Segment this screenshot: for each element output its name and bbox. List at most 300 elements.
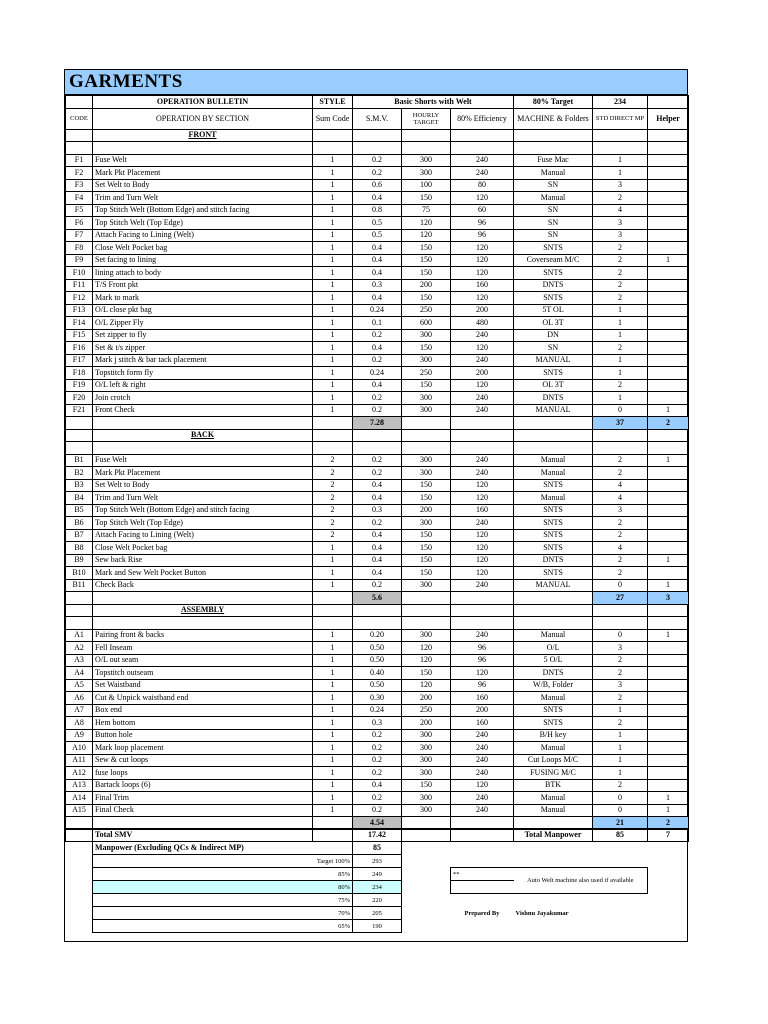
operation-row (66, 254, 689, 267)
hourly-target: 200 (402, 692, 451, 705)
cell (451, 604, 514, 617)
operation-row (66, 792, 689, 805)
hourly-target: 150 (402, 779, 451, 792)
cell (353, 617, 402, 630)
efficiency: 160 (451, 692, 514, 705)
op-name: T/S Front pkt (93, 279, 313, 292)
std-mp: 1 (593, 367, 648, 380)
op-name: Check Back (93, 579, 313, 592)
std-mp: 2 (593, 279, 648, 292)
std-mp: 2 (593, 654, 648, 667)
machine: OL 3T (514, 317, 593, 330)
cell (66, 604, 93, 617)
helper (648, 517, 689, 530)
cell (593, 129, 648, 142)
std-mp: 3 (593, 642, 648, 655)
op-name: Set facing to lining (93, 254, 313, 267)
smv: 0.2 (353, 454, 402, 467)
hourly-target: 300 (402, 454, 451, 467)
smv: 0.4 (353, 779, 402, 792)
total-smv-label: Total SMV (93, 829, 313, 842)
smv: 0.2 (353, 154, 402, 167)
machine: DNTS (514, 667, 593, 680)
helper (648, 379, 689, 392)
helper: 1 (648, 254, 689, 267)
op-name: Fuse Welt (93, 154, 313, 167)
efficiency: 240 (451, 767, 514, 780)
machine: OL 3T (514, 379, 593, 392)
sum-code: 1 (313, 342, 353, 355)
cell (402, 592, 451, 605)
hourly-target: 300 (402, 804, 451, 817)
helper (648, 329, 689, 342)
helper (648, 679, 689, 692)
hourly-target: 300 (402, 404, 451, 417)
sum-code: 1 (313, 292, 353, 305)
hourly-target: 150 (402, 542, 451, 555)
cell (648, 142, 689, 155)
sum-code: 1 (313, 729, 353, 742)
cell (451, 417, 514, 430)
cell (648, 129, 689, 142)
std-mp: 0 (593, 629, 648, 642)
helper (648, 279, 689, 292)
op-name: Final Trim (93, 792, 313, 805)
hourly-target: 300 (402, 354, 451, 367)
hourly-target: 300 (402, 517, 451, 530)
op-name: Sew & cut loops (93, 754, 313, 767)
helper (648, 742, 689, 755)
section-title: BACK (93, 429, 313, 442)
op-code: A14 (66, 792, 93, 805)
cell (66, 129, 93, 142)
header-row-2 (66, 108, 689, 129)
op-code: A6 (66, 692, 93, 705)
std-mp: 2 (593, 292, 648, 305)
cell (353, 442, 402, 455)
op-code: F12 (66, 292, 93, 305)
cell (402, 617, 451, 630)
efficiency: 240 (451, 392, 514, 405)
operation-row (66, 729, 689, 742)
operation-row (66, 679, 689, 692)
cell (402, 417, 451, 430)
op-code: B3 (66, 479, 93, 492)
std-mp: 1 (593, 167, 648, 180)
helper (648, 492, 689, 505)
operation-row (66, 779, 689, 792)
smv: 0.2 (353, 354, 402, 367)
op-name: Set Welt to Body (93, 479, 313, 492)
hourly-target: 150 (402, 292, 451, 305)
cell (402, 829, 451, 842)
operation-row (66, 217, 689, 230)
target-value: 234 (593, 96, 648, 109)
hourly-target: 300 (402, 792, 451, 805)
sum-code: 1 (313, 354, 353, 367)
op-code: F17 (66, 354, 93, 367)
blank-row (66, 617, 689, 630)
cell (313, 604, 353, 617)
machine: Manual (514, 492, 593, 505)
cell (66, 617, 93, 630)
header-row-1 (66, 96, 689, 109)
operation-row (66, 279, 689, 292)
efficiency: 240 (451, 804, 514, 817)
helper (648, 267, 689, 280)
helper (648, 167, 689, 180)
hourly-target: 150 (402, 567, 451, 580)
std-mp: 2 (593, 342, 648, 355)
cell (313, 417, 353, 430)
smv: 0.4 (353, 192, 402, 205)
std-mp: 4 (593, 204, 648, 217)
machine: SN (514, 229, 593, 242)
op-name: Attach Facing to Lining (Welt) (93, 229, 313, 242)
target-label: 85% (93, 868, 353, 881)
op-code: B1 (66, 454, 93, 467)
target-label: 65% (93, 920, 353, 933)
sum-code: 1 (313, 692, 353, 705)
sum-code: 1 (313, 329, 353, 342)
smv: 0.2 (353, 754, 402, 767)
op-name: Set Welt to Body (93, 179, 313, 192)
machine: MANUAL (514, 579, 593, 592)
hourly-target: 150 (402, 254, 451, 267)
smv: 0.3 (353, 504, 402, 517)
std-mp: 1 (593, 729, 648, 742)
blank-row (66, 142, 689, 155)
op-code: A12 (66, 767, 93, 780)
cell (66, 920, 93, 933)
machine: SN (514, 204, 593, 217)
helper: 1 (648, 579, 689, 592)
hourly-target: 150 (402, 479, 451, 492)
operation-row (66, 517, 689, 530)
sum-code: 1 (313, 579, 353, 592)
manpower-label: Manpower (Excluding QCs & Indirect MP) (93, 842, 353, 855)
style-label: STYLE (313, 96, 353, 109)
efficiency: 96 (451, 229, 514, 242)
machine: Manual (514, 167, 593, 180)
sum-code: 1 (313, 317, 353, 330)
operation-row (66, 167, 689, 180)
efficiency: 240 (451, 454, 514, 467)
hourly-target: 200 (402, 504, 451, 517)
helper (648, 154, 689, 167)
hourly-target: 300 (402, 767, 451, 780)
operation-row (66, 704, 689, 717)
target-row (66, 920, 689, 933)
machine: SNTS (514, 292, 593, 305)
operation-row (66, 354, 689, 367)
op-code: A2 (66, 642, 93, 655)
col-header-smv: S.M.V. (353, 108, 402, 129)
machine: SNTS (514, 479, 593, 492)
machine: 5T OL (514, 304, 593, 317)
machine: Manual (514, 692, 593, 705)
efficiency: 240 (451, 754, 514, 767)
efficiency: 120 (451, 479, 514, 492)
op-name: Topstitch outseam (93, 667, 313, 680)
op-code: A7 (66, 704, 93, 717)
smv: 0.50 (353, 654, 402, 667)
machine: SNTS (514, 517, 593, 530)
operation-row (66, 654, 689, 667)
cell (402, 142, 451, 155)
efficiency: 120 (451, 267, 514, 280)
helper (648, 217, 689, 230)
sum-code: 2 (313, 467, 353, 480)
cell (648, 442, 689, 455)
machine: DNTS (514, 392, 593, 405)
operation-row (66, 642, 689, 655)
efficiency: 120 (451, 292, 514, 305)
cell (648, 96, 689, 109)
machine: Manual (514, 742, 593, 755)
smv: 0.3 (353, 717, 402, 730)
total-helper-value: 7 (648, 829, 689, 842)
target-label: Target 100% (93, 855, 353, 868)
sum-code: 1 (313, 242, 353, 255)
op-name: Fell Inseam (93, 642, 313, 655)
efficiency: 120 (451, 342, 514, 355)
efficiency: 240 (451, 354, 514, 367)
hourly-target: 250 (402, 304, 451, 317)
smv: 0.2 (353, 742, 402, 755)
operation-table (65, 95, 689, 830)
hourly-target: 120 (402, 229, 451, 242)
sum-code: 1 (313, 717, 353, 730)
sum-code: 1 (313, 154, 353, 167)
hourly-target: 300 (402, 754, 451, 767)
target-label: 80% (93, 881, 353, 894)
efficiency: 240 (451, 579, 514, 592)
cell (66, 429, 93, 442)
summary-table (65, 828, 689, 933)
op-code: F3 (66, 179, 93, 192)
section-total-row (66, 417, 689, 430)
section-title-row (66, 604, 689, 617)
sum-code: 1 (313, 304, 353, 317)
smv: 0.40 (353, 667, 402, 680)
target-value: 190 (353, 920, 402, 933)
machine: SNTS (514, 242, 593, 255)
helper (648, 567, 689, 580)
sum-code: 1 (313, 754, 353, 767)
smv: 0.8 (353, 204, 402, 217)
helper (648, 729, 689, 742)
hourly-target: 200 (402, 279, 451, 292)
machine: BTK (514, 779, 593, 792)
cell (514, 617, 593, 630)
smv: 0.4 (353, 267, 402, 280)
helper (648, 292, 689, 305)
target-value: 249 (353, 868, 402, 881)
std-mp: 1 (593, 154, 648, 167)
machine: FUSING M/C (514, 767, 593, 780)
helper (648, 642, 689, 655)
cell (514, 894, 593, 907)
cell (451, 142, 514, 155)
operation-bulletin-sheet (64, 69, 688, 942)
smv: 0.2 (353, 804, 402, 817)
std-mp: 2 (593, 667, 648, 680)
smv: 0.4 (353, 254, 402, 267)
smv: 0.4 (353, 554, 402, 567)
cell (93, 617, 313, 630)
section-title: ASSEMBLY (93, 604, 313, 617)
efficiency: 96 (451, 654, 514, 667)
op-name: Box end (93, 704, 313, 717)
machine: SNTS (514, 367, 593, 380)
std-mp: 1 (593, 329, 648, 342)
blank-row (66, 442, 689, 455)
cell (593, 842, 648, 855)
std-mp: 1 (593, 304, 648, 317)
cell (451, 592, 514, 605)
sum-code: 1 (313, 742, 353, 755)
cell (593, 617, 648, 630)
col-header-std: STD DIRECT MP (593, 108, 648, 129)
cell (402, 920, 451, 933)
helper (648, 192, 689, 205)
target-value: 205 (353, 907, 402, 920)
cell (66, 868, 93, 881)
cell (66, 96, 93, 109)
op-code: B4 (66, 492, 93, 505)
operation-row (66, 542, 689, 555)
std-mp: 3 (593, 179, 648, 192)
helper (648, 367, 689, 380)
cell (451, 429, 514, 442)
std-mp: 4 (593, 492, 648, 505)
cell (66, 142, 93, 155)
hourly-target: 600 (402, 317, 451, 330)
op-name: Front Check (93, 404, 313, 417)
operation-row (66, 629, 689, 642)
sum-code: 1 (313, 204, 353, 217)
efficiency: 160 (451, 717, 514, 730)
hourly-target: 150 (402, 342, 451, 355)
smv: 0.2 (353, 329, 402, 342)
smv: 0.4 (353, 292, 402, 305)
machine: Coverseam M/C (514, 254, 593, 267)
op-name: Set zipper to fly (93, 329, 313, 342)
target-row (66, 907, 689, 920)
smv: 0.2 (353, 729, 402, 742)
cell (648, 907, 689, 920)
helper: 1 (648, 792, 689, 805)
op-name: Cut & Unpick waistband end (93, 692, 313, 705)
machine: DN (514, 329, 593, 342)
helper (648, 317, 689, 330)
hourly-target: 300 (402, 467, 451, 480)
cell (593, 920, 648, 933)
op-name: Button hole (93, 729, 313, 742)
std-mp: 1 (593, 392, 648, 405)
machine: Manual (514, 629, 593, 642)
sum-code: 2 (313, 529, 353, 542)
std-mp: 2 (593, 242, 648, 255)
smv: 0.30 (353, 692, 402, 705)
cell (593, 855, 648, 868)
helper (648, 504, 689, 517)
machine: 5 O/L (514, 654, 593, 667)
operation-row (66, 804, 689, 817)
operation-row (66, 667, 689, 680)
col-header-helper: Helper (648, 108, 689, 129)
cell (402, 868, 451, 881)
cell (66, 592, 93, 605)
op-code: B10 (66, 567, 93, 580)
helper: 1 (648, 404, 689, 417)
col-header-eff: 80% Efficiency (451, 108, 514, 129)
op-name: Final Check (93, 804, 313, 817)
std-mp: 2 (593, 267, 648, 280)
std-mp: 2 (593, 779, 648, 792)
op-name: fuse loops (93, 767, 313, 780)
sum-code: 1 (313, 767, 353, 780)
operation-row (66, 292, 689, 305)
op-name: Close Welt Pocket bag (93, 242, 313, 255)
section-total-smv: 5.6 (353, 592, 402, 605)
smv: 0.4 (353, 542, 402, 555)
machine: SNTS (514, 717, 593, 730)
sum-code: 1 (313, 704, 353, 717)
smv: 0.2 (353, 579, 402, 592)
machine: SNTS (514, 542, 593, 555)
cell (514, 129, 593, 142)
op-code: F6 (66, 217, 93, 230)
cell (66, 442, 93, 455)
op-name: Attach Facing to Lining (Welt) (93, 529, 313, 542)
target-label: 70% (93, 907, 353, 920)
efficiency: 240 (451, 792, 514, 805)
helper: 1 (648, 554, 689, 567)
op-name: Mark j stitch & bar tack placement (93, 354, 313, 367)
op-name: Mark Pkt Placement (93, 467, 313, 480)
efficiency: 80 (451, 179, 514, 192)
sheet-title: GARMENTS (69, 71, 183, 92)
std-mp: 1 (593, 354, 648, 367)
helper: 1 (648, 629, 689, 642)
op-name: Mark loop placement (93, 742, 313, 755)
sum-code: 1 (313, 367, 353, 380)
op-name: Set Waistband (93, 679, 313, 692)
helper (648, 467, 689, 480)
section-total-mp: 21 (593, 817, 648, 830)
op-code: A5 (66, 679, 93, 692)
title-bar (65, 70, 687, 95)
cell (648, 881, 689, 894)
op-name: Fuse Welt (93, 454, 313, 467)
smv: 0.20 (353, 629, 402, 642)
machine: SNTS (514, 267, 593, 280)
op-code: F2 (66, 167, 93, 180)
sum-code: 1 (313, 542, 353, 555)
machine: Manual (514, 192, 593, 205)
helper (648, 179, 689, 192)
operation-row (66, 392, 689, 405)
cell (593, 894, 648, 907)
cell (353, 429, 402, 442)
std-mp: 2 (593, 517, 648, 530)
cell (353, 129, 402, 142)
op-code: A8 (66, 717, 93, 730)
note-text: Auto Welt machine also used if available (514, 868, 648, 894)
efficiency: 120 (451, 192, 514, 205)
